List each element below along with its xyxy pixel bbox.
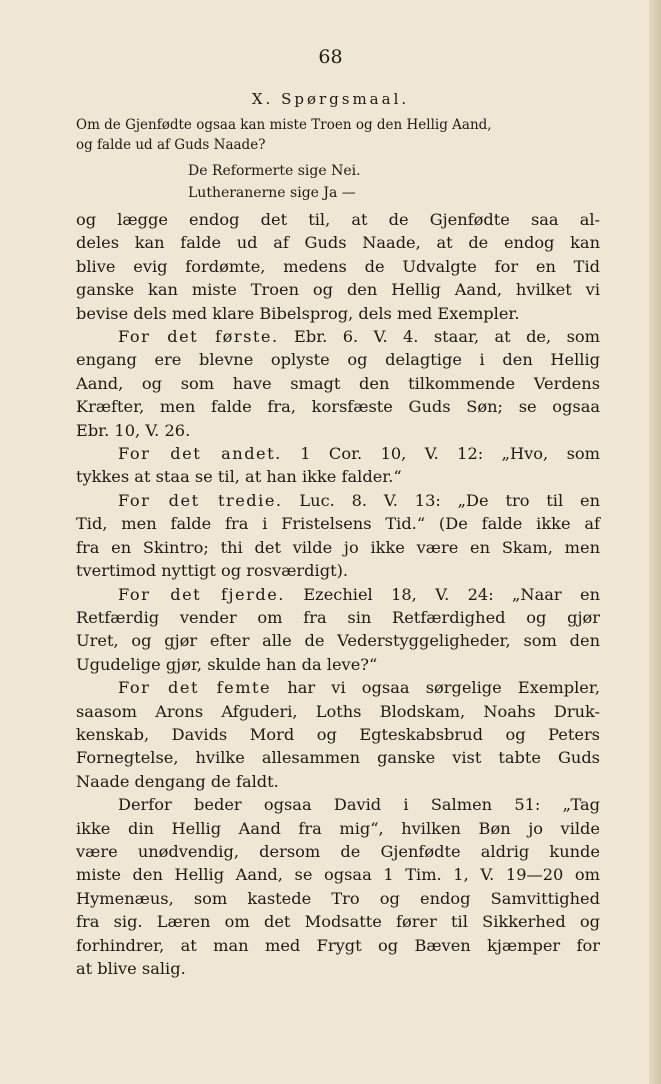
page-edge xyxy=(649,0,661,1084)
paragraph-therefore xyxy=(76,793,600,980)
text-line: ganske kan miste Troen og den Hellig Aand, hvilket vi xyxy=(76,280,600,300)
text-line: Tid, men falde fra i Fristelsens Tid.“ (De falde ikke af xyxy=(76,514,600,534)
question-line-2: og falde ud af Guds Naade? xyxy=(76,137,266,153)
text-line: være unødvendig, dersom de Gjenfødte aldrig kunde xyxy=(76,841,600,861)
text-line: forhindrer, at man med Frygt og Bæven kjæmper for xyxy=(76,935,600,955)
page-number: 68 xyxy=(318,46,343,68)
text-line: Uret, og gjør efter alle de Vederstyggeligheder, som den xyxy=(76,631,600,651)
text-span: 1 Cor. 10, V. 12: „Hvo, som xyxy=(281,444,600,464)
point-label: For det andet. xyxy=(118,444,282,464)
text-line xyxy=(76,676,600,699)
text-line: Ebr. 10, V. 26. xyxy=(76,420,191,440)
text-span: har vi ogsaa sørgelige Exempler, xyxy=(271,678,600,698)
text-line: engang ere blevne oplyste og delagtige i den Hellig xyxy=(76,350,600,370)
text-line: Kræfter, men falde fra, korsfæste Guds Søn; se ogsaa xyxy=(76,397,600,417)
text-line: saasom Arons Afguderi, Loths Blodskam, Noahs Druk- xyxy=(76,701,600,721)
text-line: ikke din Hellig Aand fra mig“, hvilken Bøn jo vilde xyxy=(76,818,600,838)
text-line: Naade dengang de faldt. xyxy=(76,771,279,791)
paragraph-fourth xyxy=(76,583,600,677)
text-line: kenskab, Davids Mord og Egteskabsbrud og Peters xyxy=(76,724,600,744)
answer-reformed: De Reformerte sige Nei. xyxy=(188,163,361,179)
point-label: For det femte xyxy=(118,678,272,698)
text-line: Ugudelige gjør, skulde han da leve?“ xyxy=(76,654,378,674)
point-label: For det tredie. xyxy=(118,490,283,510)
text-line xyxy=(76,442,600,465)
text-span: Ebr. 6. V. 4. staar, at de, som xyxy=(278,327,600,347)
text-line: deles kan falde ud af Guds Naade, at de endog kan xyxy=(76,233,600,253)
text-line xyxy=(76,489,600,512)
text-line: bevise dels med klare Bibelsprog, dels med Exempler. xyxy=(76,303,520,323)
section-heading: X. Spørgsmaal. xyxy=(251,90,410,108)
text-line: at blive salig. xyxy=(76,959,186,978)
point-label: For det fjerde. xyxy=(118,584,285,604)
point-label: For det første. xyxy=(118,327,279,347)
text-line: miste den Hellig Aand, se ogsaa 1 Tim. 1, V. 19—20 om xyxy=(76,865,600,885)
text-line: tykkes at staa se til, at han ikke falder.“ xyxy=(76,467,402,487)
text-line: Aand, og som have smagt den tilkommende Verdens xyxy=(76,373,600,393)
text-line: fra sig. Læren om det Modsatte fører til Sikkerhed og xyxy=(76,912,600,932)
text-line: Retfærdig vender om fra sin Retfærdighed og gjør xyxy=(76,607,600,627)
text-line: Fornegtelse, hvilke allesammen ganske vist tabte Guds xyxy=(76,748,600,768)
paragraph-fifth xyxy=(76,676,600,793)
text-line xyxy=(76,325,600,348)
question-line-1: Om de Gjenfødte ogsaa kan miste Troen og den Hellig Aand, xyxy=(76,117,492,133)
text-line: Derfor beder ogsaa David i Salmen 51: „Tag xyxy=(118,795,600,815)
paragraph-intro xyxy=(76,208,600,325)
answers xyxy=(188,160,488,204)
text-line xyxy=(76,583,600,606)
text-line: Hymenæus, som kastede Tro og endog Samvittighed xyxy=(76,888,600,908)
text-span: Ezechiel 18, V. 24: „Naar en xyxy=(284,584,601,604)
paragraph-second xyxy=(76,442,600,489)
paragraph-first xyxy=(76,325,600,442)
text-line: og lægge endog det til, at de Gjenfødte saa al- xyxy=(76,210,600,229)
text-line: fra en Skintro; thi det vilde jo ikke være en Skam, men xyxy=(76,537,600,557)
body-text xyxy=(76,208,600,980)
text-line: blive evig fordømte, medens de Udvalgte for en Tid xyxy=(76,256,600,276)
text-line: tvertimod nyttigt og rosværdigt). xyxy=(76,561,349,581)
paragraph-third xyxy=(76,489,600,583)
text-span: Luc. 8. V. 13: „De tro til en xyxy=(282,490,600,510)
question-text xyxy=(76,115,624,155)
answer-lutheran: Lutheranerne sige Ja — xyxy=(188,185,356,201)
